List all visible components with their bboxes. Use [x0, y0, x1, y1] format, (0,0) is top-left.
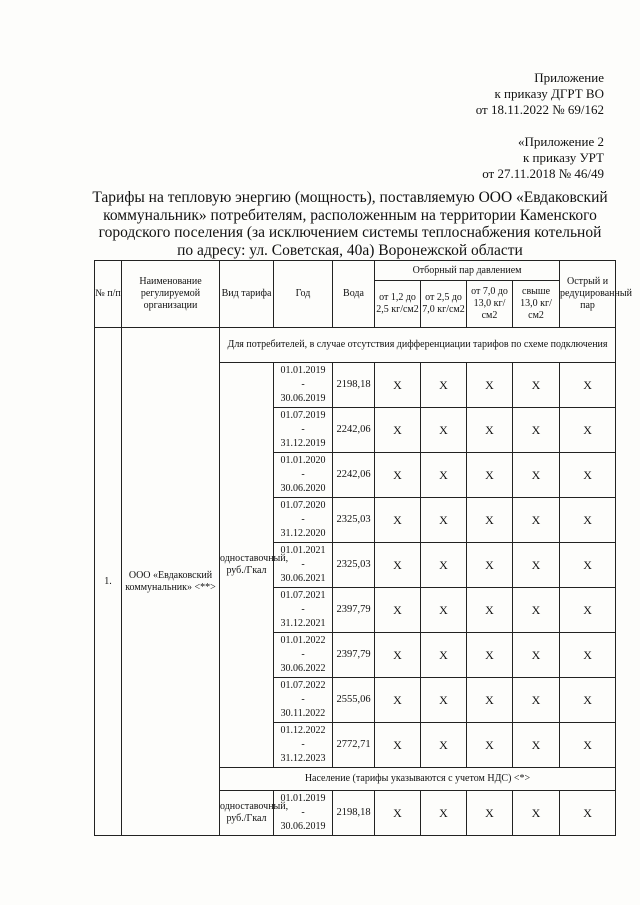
period-to: 30.06.2022: [280, 663, 326, 674]
water-tariff-value: 2198,18: [333, 791, 375, 836]
steam-tariff-cell: X: [421, 678, 467, 723]
steam-tariff-cell: X: [467, 723, 513, 768]
header-water: Вода: [333, 261, 375, 328]
steam-tariff-cell: X: [375, 723, 421, 768]
steam-tariff-cell: X: [560, 633, 616, 678]
header-steam-group: Отборный пар давлением: [375, 261, 560, 281]
steam-tariff-cell: X: [513, 498, 560, 543]
steam-tariff-cell: X: [560, 453, 616, 498]
steam-tariff-cell: X: [421, 723, 467, 768]
period-to: 30.11.2022: [280, 708, 326, 719]
header-line: «Приложение 2: [517, 134, 604, 149]
water-tariff-value: 2198,18: [333, 363, 375, 408]
water-tariff-value: 2242,06: [333, 408, 375, 453]
header-steam-col: от 7,0 до 13,0 кг/см2: [467, 281, 513, 328]
period-to: 30.06.2021: [280, 573, 326, 584]
period-sep: -: [301, 694, 305, 705]
steam-tariff-cell: X: [421, 791, 467, 836]
period-sep: -: [301, 379, 305, 390]
appendix-header-2: [482, 134, 604, 182]
period-from: 01.07.2021: [280, 590, 326, 601]
water-tariff-value: 2397,79: [333, 588, 375, 633]
header-steam-col: от 1,2 до 2,5 кг/см2: [375, 281, 421, 328]
steam-tariff-cell: X: [513, 543, 560, 588]
steam-tariff-cell: X: [375, 453, 421, 498]
water-tariff-value: 2772,71: [333, 723, 375, 768]
water-tariff-value: 2397,79: [333, 633, 375, 678]
steam-tariff-cell: X: [467, 633, 513, 678]
steam-tariff-cell: X: [513, 678, 560, 723]
period-cell: [274, 408, 333, 453]
steam-tariff-cell: X: [560, 363, 616, 408]
steam-tariff-cell: X: [467, 453, 513, 498]
steam-tariff-cell: X: [513, 453, 560, 498]
period-sep: -: [301, 604, 305, 615]
period-cell: [274, 791, 333, 836]
period-cell: [274, 723, 333, 768]
period-sep: -: [301, 559, 305, 570]
water-tariff-value: 2242,06: [333, 453, 375, 498]
steam-tariff-cell: X: [513, 633, 560, 678]
steam-tariff-cell: X: [513, 408, 560, 453]
period-sep: -: [301, 739, 305, 750]
steam-tariff-cell: X: [375, 408, 421, 453]
header-steam-col: от 2,5 до 7,0 кг/см2: [421, 281, 467, 328]
steam-tariff-cell: X: [467, 498, 513, 543]
period-to: 30.06.2019: [280, 393, 326, 404]
steam-tariff-cell: X: [421, 633, 467, 678]
water-tariff-value: 2555,06: [333, 678, 375, 723]
period-from: 01.07.2020: [280, 500, 326, 511]
steam-tariff-cell: X: [421, 588, 467, 633]
row-number: 1.: [95, 328, 122, 836]
steam-tariff-cell: X: [375, 791, 421, 836]
steam-tariff-cell: X: [375, 543, 421, 588]
steam-tariff-cell: X: [513, 588, 560, 633]
period-sep: -: [301, 649, 305, 660]
header-line: от 27.11.2018 № 46/49: [482, 166, 604, 181]
steam-tariff-cell: X: [513, 363, 560, 408]
header-line: к приказу ДГРТ ВО: [494, 86, 604, 101]
period-cell: [274, 633, 333, 678]
period-from: 01.07.2019: [280, 410, 326, 421]
header-num: № п/п: [95, 261, 122, 328]
section-title: Население (тарифы указываются с учетом НДС) <*>: [220, 768, 616, 791]
steam-tariff-cell: X: [421, 498, 467, 543]
steam-tariff-cell: X: [421, 453, 467, 498]
steam-tariff-cell: X: [375, 678, 421, 723]
period-from: 01.01.2019: [280, 793, 326, 804]
period-from: 01.01.2020: [280, 455, 326, 466]
period-to: 30.06.2020: [280, 483, 326, 494]
organization-name: ООО «Евдаковский коммунальник» <**>: [122, 328, 220, 836]
steam-tariff-cell: X: [560, 791, 616, 836]
tariff-type: одноставочный, руб./Гкал: [220, 791, 274, 836]
period-cell: [274, 498, 333, 543]
steam-tariff-cell: X: [560, 543, 616, 588]
period-sep: -: [301, 514, 305, 525]
header-steam-col: свыше 13,0 кг/см2: [513, 281, 560, 328]
header-year: Год: [274, 261, 333, 328]
appendix-header: [476, 70, 604, 118]
steam-tariff-cell: X: [560, 588, 616, 633]
steam-tariff-cell: X: [467, 791, 513, 836]
header-line: от 18.11.2022 № 69/162: [475, 102, 604, 117]
steam-tariff-cell: X: [375, 588, 421, 633]
period-cell: [274, 588, 333, 633]
header-reduced-steam: Острый и редуцированный пар: [560, 261, 616, 328]
period-cell: [274, 453, 333, 498]
period-cell: [274, 363, 333, 408]
water-tariff-value: 2325,03: [333, 543, 375, 588]
period-to: 31.12.2021: [280, 618, 326, 629]
document-title: Тарифы на тепловую энергию (мощность), поставляемую ООО «Евдаковский коммунальник» потребителям, расположенным на территории Каменского городского поселения (за исключением системы теплоснабжения котельной по адресу: ул. Советская, 40а) Воронежской области: [92, 189, 608, 259]
section-row: [95, 328, 616, 363]
period-sep: -: [301, 469, 305, 480]
period-to: 31.12.2023: [280, 753, 326, 764]
section-title: Для потребителей, в случае отсутствия дифференциации тарифов по схеме подключения: [220, 328, 616, 363]
header-line: к приказу УРТ: [522, 150, 604, 165]
steam-tariff-cell: X: [560, 498, 616, 543]
period-cell: [274, 678, 333, 723]
tariff-type: одноставочный, руб./Гкал: [220, 363, 274, 768]
water-tariff-value: 2325,03: [333, 498, 375, 543]
steam-tariff-cell: X: [375, 363, 421, 408]
steam-tariff-cell: X: [467, 543, 513, 588]
steam-tariff-cell: X: [375, 498, 421, 543]
header-org: Наименование регулируемой организации: [122, 261, 220, 328]
period-from: 01.01.2021: [280, 545, 326, 556]
steam-tariff-cell: X: [513, 723, 560, 768]
header-tariff-type: Вид тарифа: [220, 261, 274, 328]
period-to: 31.12.2020: [280, 528, 326, 539]
steam-tariff-cell: X: [421, 408, 467, 453]
period-from: 01.12.2022: [280, 725, 326, 736]
steam-tariff-cell: X: [560, 408, 616, 453]
steam-tariff-cell: X: [467, 678, 513, 723]
steam-tariff-cell: X: [560, 678, 616, 723]
steam-tariff-cell: X: [467, 363, 513, 408]
steam-tariff-cell: X: [513, 791, 560, 836]
header-line: Приложение: [534, 70, 604, 85]
period-from: 01.01.2019: [280, 365, 326, 376]
period-sep: -: [301, 807, 305, 818]
steam-tariff-cell: X: [560, 723, 616, 768]
period-from: 01.01.2022: [280, 635, 326, 646]
steam-tariff-cell: X: [375, 633, 421, 678]
period-to: 31.12.2019: [280, 438, 326, 449]
tariff-table: [94, 260, 632, 836]
period-sep: -: [301, 424, 305, 435]
period-from: 01.07.2022: [280, 680, 326, 691]
steam-tariff-cell: X: [467, 588, 513, 633]
steam-tariff-cell: X: [467, 408, 513, 453]
steam-tariff-cell: X: [421, 363, 467, 408]
steam-tariff-cell: X: [421, 543, 467, 588]
period-cell: [274, 543, 333, 588]
period-to: 30.06.2019: [280, 821, 326, 832]
